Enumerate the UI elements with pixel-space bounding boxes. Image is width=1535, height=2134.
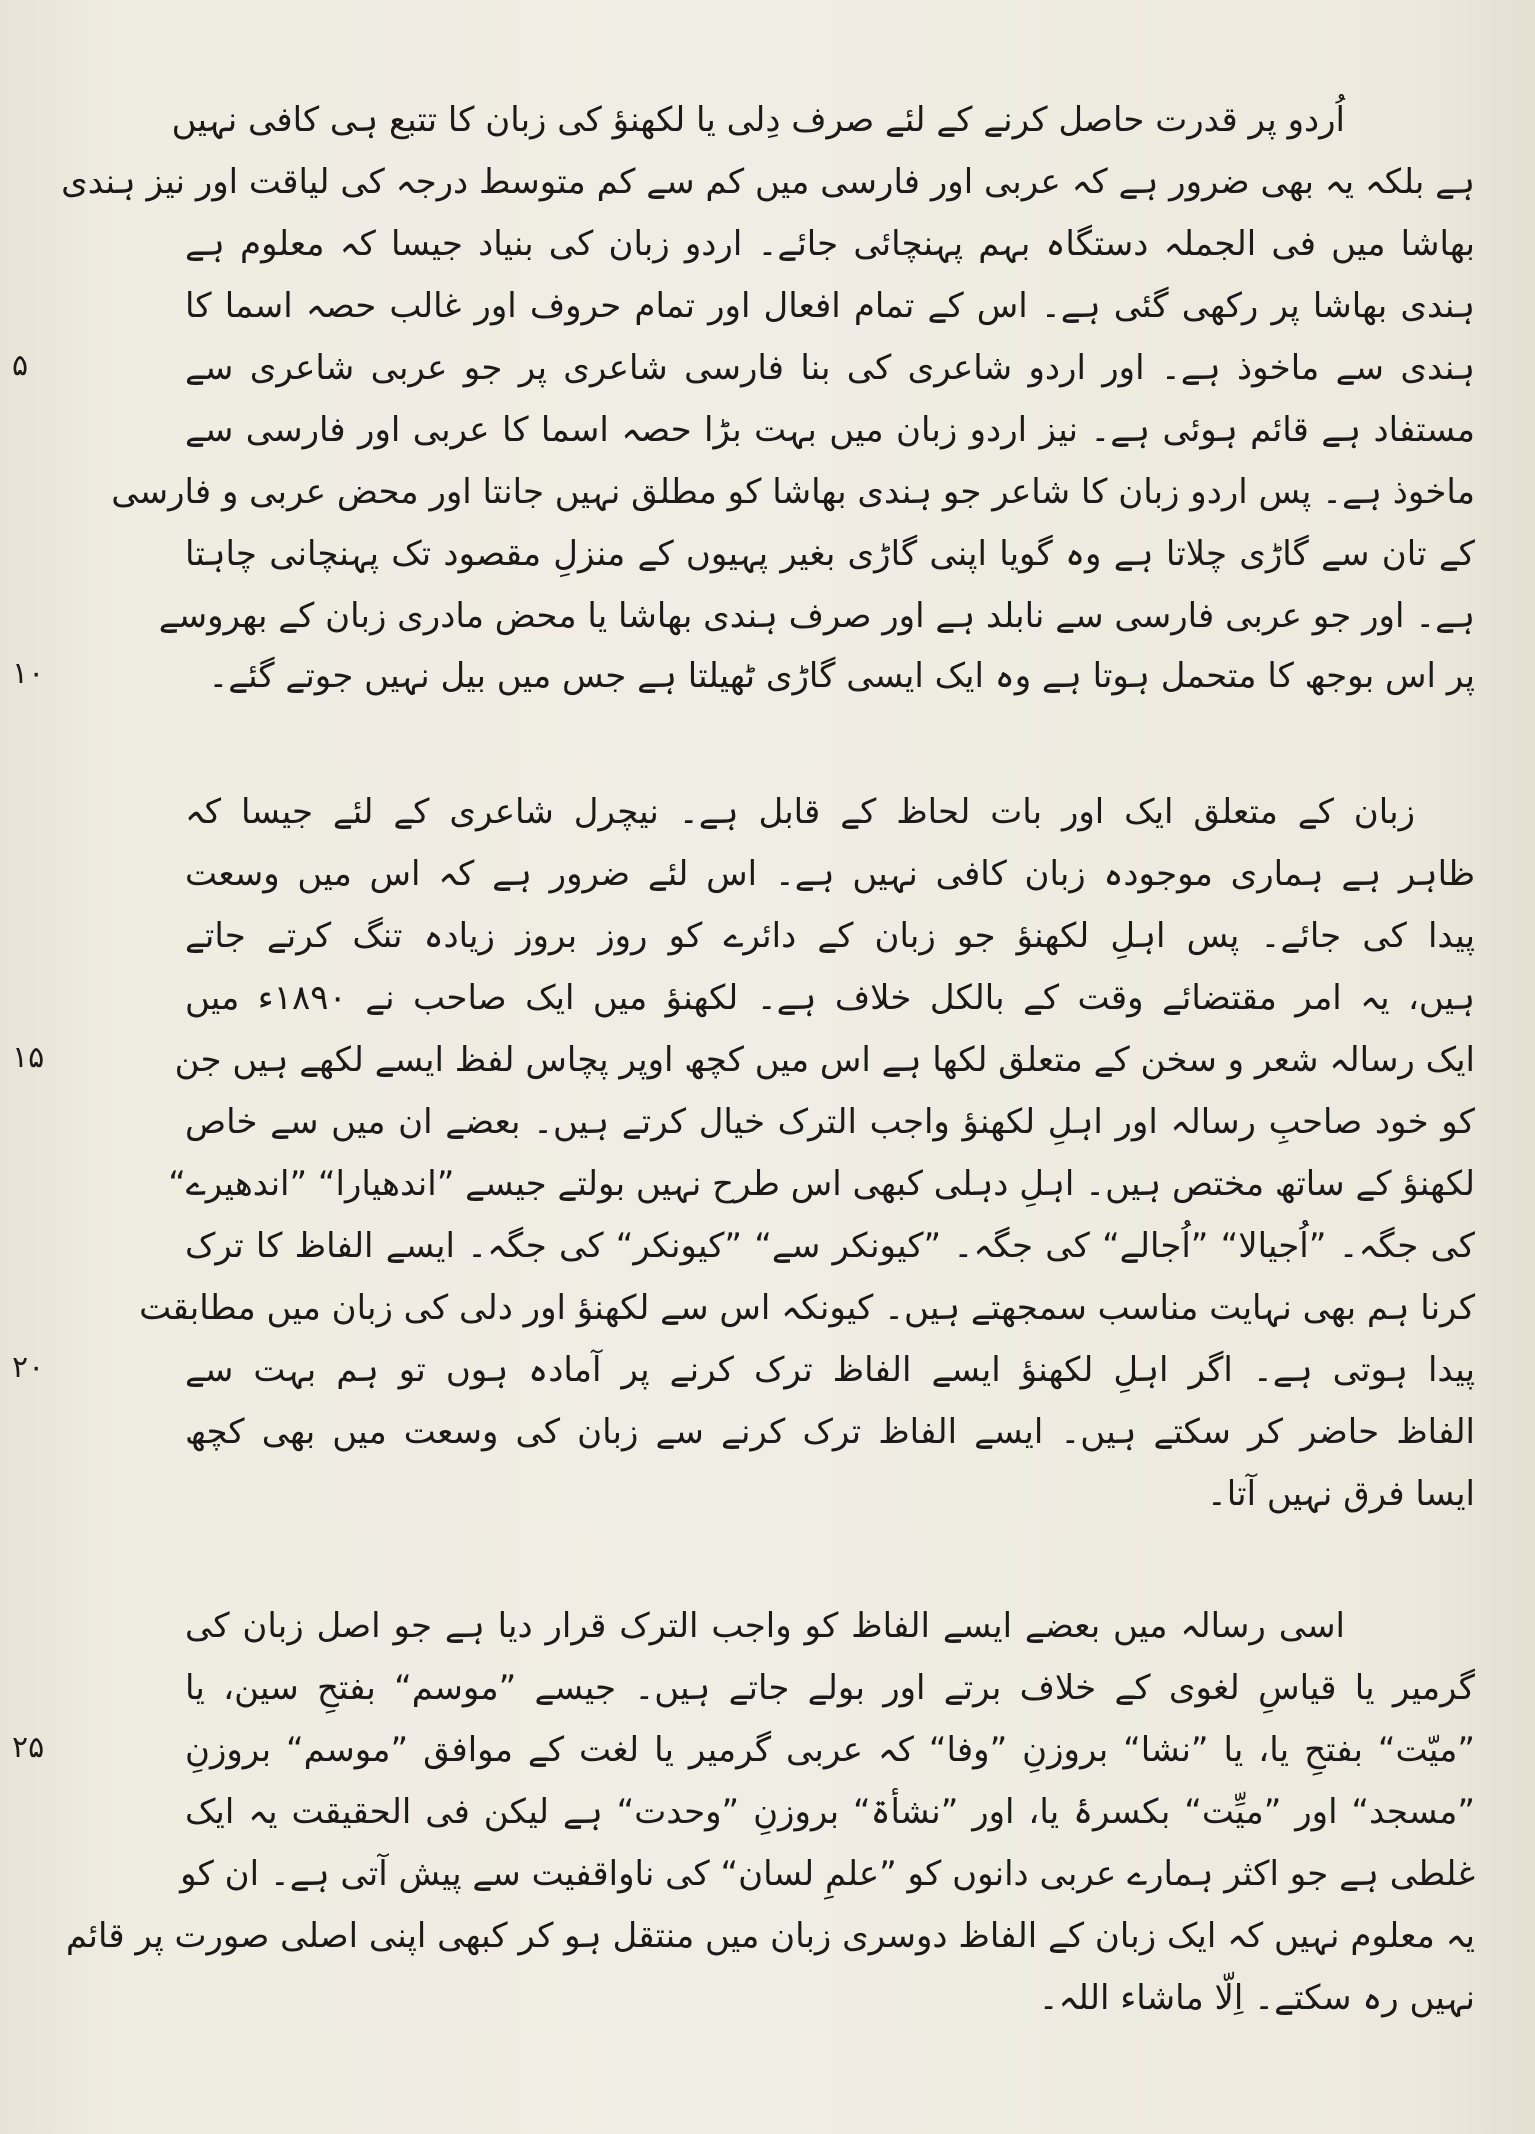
text-line: ہیں، یہ امر مقتضائے وقت کے بالکل خلاف ہے۔ لکھنؤ میں ایک صاحب نے ۱۸۹۰ء میں bbox=[185, 978, 1475, 1018]
text-line: لکھنؤ کے ساتھ مختص ہیں۔ اہلِ دہلی کبھی اس طرح نہیں بولتے جیسے ”اندھیارا“ ”اندھیرے“ bbox=[168, 1164, 1475, 1204]
text-line: ”مسجد“ اور ”میِّت“ بکسرۂ یا، اور ”نشأۃ“ بروزنِ ”وحدت“ ہے لیکن فی الحقیقت یہ ایک bbox=[185, 1792, 1475, 1832]
text-line: کی جگہ۔ ”اُجیالا“ ”اُجالے“ کی جگہ۔ ”کیونکر سے“ ”کیونکر“ کی جگہ۔ ایسے الفاظ کا ترک bbox=[185, 1226, 1475, 1266]
line-number: ۱۵ bbox=[12, 1040, 45, 1075]
text-line: کرنا ہم بھی نہایت مناسب سمجھتے ہیں۔ کیونکہ اس سے لکھنؤ اور دلی کی زبان میں مطابقت bbox=[139, 1288, 1475, 1328]
text-line: پیدا کی جائے۔ پس اہلِ لکھنؤ جو زبان کے دائرے کو روز بروز زیادہ تنگ کرتے جاتے bbox=[185, 916, 1475, 956]
text-line: کو خود صاحبِ رسالہ اور اہلِ لکھنؤ واجب الترک خیال کرتے ہیں۔ بعضے ان میں سے خاص bbox=[185, 1102, 1475, 1142]
text-line: ہے۔ اور جو عربی فارسی سے نابلد ہے اور صرف ہندی بھاشا یا محض مادری زبان کے بھروسے bbox=[158, 596, 1475, 636]
line-number: ۵ bbox=[12, 348, 29, 383]
text-line: ظاہر ہے ہماری موجودہ زبان کافی نہیں ہے۔ اس لئے ضرور ہے کہ اس میں وسعت bbox=[185, 854, 1475, 894]
text-line: اسی رسالہ میں بعضے ایسے الفاظ کو واجب الترک قرار دیا ہے جو اصل زبان کی bbox=[185, 1606, 1345, 1646]
text-line: ہے بلکہ یہ بھی ضرور ہے کہ عربی اور فارسی میں کم سے کم متوسط درجہ کی لیاقت اور نیز ہندی bbox=[61, 162, 1475, 202]
text-line: بھاشا میں فی الجملہ دستگاہ بہم پہنچائی جائے۔ اردو زبان کی بنیاد جیسا کہ معلوم ہے bbox=[185, 224, 1475, 264]
line-number: ۱۰ bbox=[12, 656, 45, 691]
text-line: ”میّت“ بفتحِ یا، یا ”نشا“ بروزنِ ”وفا“ کہ عربی گرمیر یا لغت کے موافق ”موسم“ بروزنِ bbox=[185, 1730, 1475, 1770]
text-line: ماخوذ ہے۔ پس اردو زبان کا شاعر جو ہندی بھاشا کو مطلق نہیں جانتا اور محض عربی و فارسی bbox=[111, 472, 1475, 512]
text-line: الفاظ حاضر کر سکتے ہیں۔ ایسے الفاظ ترک کرنے سے زبان کی وسعت میں بھی کچھ bbox=[185, 1412, 1475, 1452]
text-line: پر اس بوجھ کا متحمل ہوتا ہے وہ ایک ایسی گاڑی ٹھیلتا ہے جس میں بیل نہیں جوتے گئے۔ bbox=[208, 656, 1475, 696]
text-line: پیدا ہوتی ہے۔ اگر اہلِ لکھنؤ ایسے الفاظ ترک کرنے پر آمادہ ہوں تو ہم بہت سے bbox=[185, 1350, 1475, 1390]
text-line: کے تان سے گاڑی چلاتا ہے وہ گویا اپنی گاڑی بغیر پہیوں کے منزلِ مقصود تک پہنچانی چاہتا bbox=[185, 534, 1475, 574]
text-line: ہندی سے ماخوذ ہے۔ اور اردو شاعری کی بنا فارسی شاعری پر جو عربی شاعری سے bbox=[185, 348, 1475, 388]
text-line: نہیں رہ سکتے۔ اِلّا ماشاء اللہ۔ bbox=[1038, 1978, 1475, 2018]
text-line: یہ معلوم نہیں کہ ایک زبان کے الفاظ دوسری زبان میں منتقل ہو کر کبھی اپنی اصلی صورت پر قائم bbox=[65, 1916, 1475, 1956]
text-line: ایسا فرق نہیں آتا۔ bbox=[1206, 1474, 1475, 1514]
line-number: ۲۵ bbox=[12, 1730, 45, 1765]
text-line: اُردو پر قدرت حاصل کرنے کے لئے صرف دِلی یا لکھنؤ کی زبان کا تتبع ہی کافی نہیں bbox=[171, 100, 1345, 140]
text-line: ایک رسالہ شعر و سخن کے متعلق لکھا ہے اس میں کچھ اوپر پچاس لفظ ایسے لکھے ہیں جن bbox=[174, 1040, 1475, 1080]
text-line: زبان کے متعلق ایک اور بات لحاظ کے قابل ہے۔ نیچرل شاعری کے لئے جیسا کہ bbox=[185, 792, 1415, 832]
text-line: گرمیر یا قیاسِ لغوی کے خلاف برتے اور بولے جاتے ہیں۔ جیسے ”موسم“ بفتحِ سین، یا bbox=[185, 1668, 1475, 1708]
line-number: ۲۰ bbox=[12, 1350, 45, 1385]
text-line: مستفاد ہے قائم ہوئی ہے۔ نیز اردو زبان میں بہت بڑا حصہ اسما کا عربی اور فارسی سے bbox=[185, 410, 1475, 450]
text-line: ہندی بھاشا پر رکھی گئی ہے۔ اس کے تمام افعال اور تمام حروف اور غالب حصہ اسما کا bbox=[185, 286, 1475, 326]
text-line: غلطی ہے جو اکثر ہمارے عربی دانوں کو ”علمِ لسان“ کی ناواقفیت سے پیش آتی ہے۔ ان کو bbox=[180, 1854, 1475, 1894]
